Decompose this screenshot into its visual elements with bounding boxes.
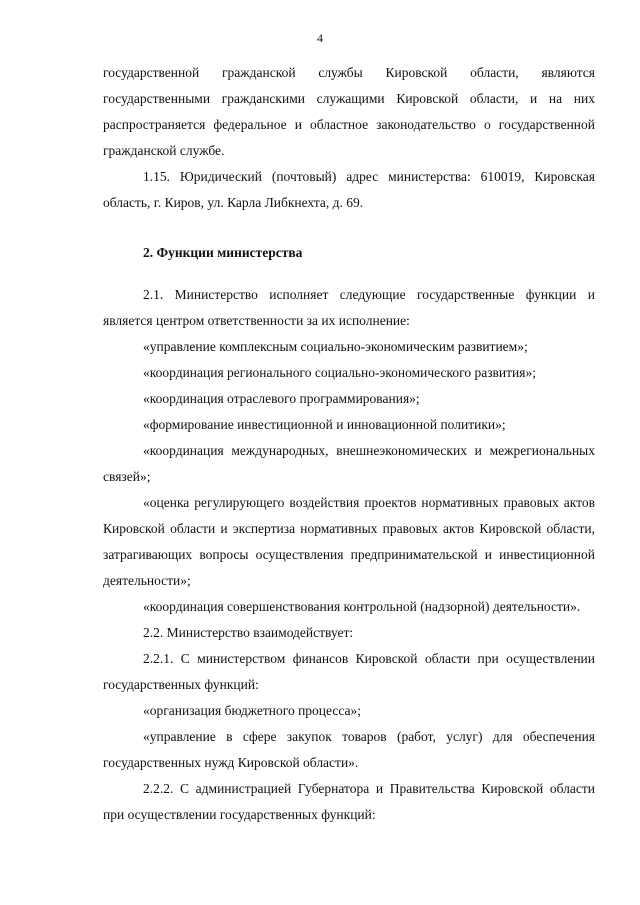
paragraph-2-2: 2.2. Министерство взаимодействует:: [143, 625, 354, 640]
paragraph-2-2-2: 2.2.2. С администрацией Губернатора и Правительства Кировской области при осуществлении государственных функций:: [103, 781, 595, 822]
list-item-function: «координация регионального социально-экономического развития»;: [143, 365, 536, 380]
paragraph-civil-servants: государственной гражданской службы Кировской области, являются государственными гражданскими служащими Кировской области, и на них распространяется федеральное и областное законодательство о государственной гражданской службе.: [103, 65, 595, 158]
list-item-function: «организация бюджетного процесса»;: [143, 703, 361, 718]
section-heading: 2. Функции министерства: [143, 245, 303, 260]
paragraph-2-1: 2.1. Министерство исполняет следующие государственные функции и является центром ответственности за их исполнение:: [103, 287, 595, 328]
paragraph-2-2-1: 2.2.1. С министерством финансов Кировской области при осуществлении государственных функций:: [103, 651, 595, 692]
list-item-function: «координация международных, внешнеэкономических и межрегиональных связей»;: [103, 443, 595, 484]
list-item-function: «управление в сфере закупок товаров (работ, услуг) для обеспечения государственных нужд Кировской области».: [103, 729, 595, 770]
list-item-function: «управление комплексным социально-экономическим развитием»;: [143, 339, 528, 354]
document-body: [103, 60, 595, 828]
list-item-function: «оценка регулирующего воздействия проектов нормативных правовых актов Кировской области и экспертиза нормативных правовых актов Кировской области, затрагивающих вопросы осуществления предпринимательской и инвестиционной деятельности»;: [103, 495, 595, 588]
page-number: 4: [317, 31, 323, 45]
list-item-function: «координация совершенствования контрольной (надзорной) деятельности».: [143, 599, 581, 614]
list-item-function: «формирование инвестиционной и инновационной политики»;: [143, 417, 506, 432]
list-item-function: «координация отраслевого программирования»;: [143, 391, 420, 406]
paragraph-1-15-address: 1.15. Юридический (почтовый) адрес министерства: 610019, Кировская область, г. Киров, ул. Карла Либкнехта, д. 69.: [103, 169, 595, 210]
